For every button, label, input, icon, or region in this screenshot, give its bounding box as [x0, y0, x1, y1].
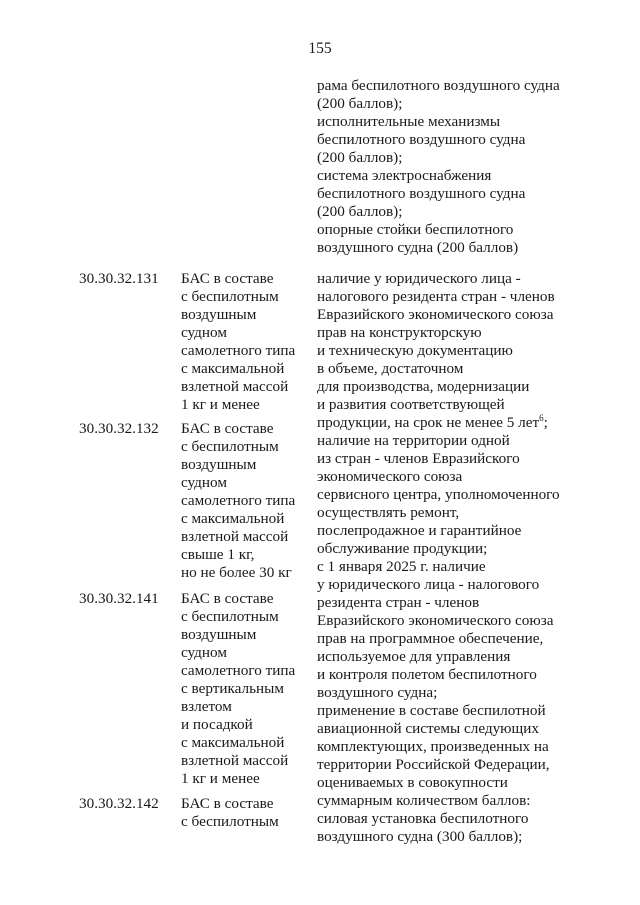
product-description-line: с вертикальным: [181, 680, 284, 697]
requirement-line: воздушного судна (300 баллов);: [317, 828, 523, 845]
product-description-line: с максимальной: [181, 734, 285, 751]
requirement-line: обслуживание продукции;: [317, 540, 488, 557]
requirement-line: из стран - членов Евразийского: [317, 450, 520, 467]
top-requirement-line: рама беспилотного воздушного судна: [317, 77, 560, 94]
requirement-line: и развития соответствующей: [317, 396, 505, 413]
product-description-line: БАС в составе: [181, 270, 274, 287]
product-code: 30.30.32.141: [79, 590, 159, 607]
product-description-line: 1 кг и менее: [181, 770, 260, 787]
product-description-line: 1 кг и менее: [181, 396, 260, 413]
requirement-line-with-footnote: [317, 414, 548, 432]
requirement-line: применение в составе беспилотной: [317, 702, 546, 719]
requirement-line: авиационной системы следующих: [317, 720, 539, 737]
requirement-text: продукции, на срок не менее 5 лет: [317, 414, 540, 431]
product-description-line: БАС в составе: [181, 590, 274, 607]
requirement-line: воздушного судна;: [317, 684, 438, 701]
product-description-line: судном: [181, 474, 227, 491]
product-description-line: самолетного типа: [181, 662, 296, 679]
product-code: 30.30.32.142: [79, 795, 159, 812]
requirement-line: для производства, модернизации: [317, 378, 530, 395]
requirement-line: с 1 января 2025 г. наличие: [317, 558, 486, 575]
product-code: 30.30.32.132: [79, 420, 159, 437]
product-description-line: взлетной массой: [181, 528, 289, 545]
product-description-line: БАС в составе: [181, 420, 274, 437]
requirement-line: Евразийского экономического союза: [317, 306, 554, 323]
top-requirement-line: (200 баллов);: [317, 149, 403, 166]
footnote-marker: 6: [539, 412, 544, 423]
requirement-line: комплектующих, произведенных на: [317, 738, 549, 755]
requirement-line: резидента стран - членов: [317, 594, 480, 611]
product-description-line: взлетом: [181, 698, 232, 715]
product-description-line: судном: [181, 324, 227, 341]
requirement-line: Евразийского экономического союза: [317, 612, 554, 629]
requirement-line: оцениваемых в совокупности: [317, 774, 508, 791]
requirement-line: и контроля полетом беспилотного: [317, 666, 537, 683]
product-description-line: с беспилотным: [181, 288, 279, 305]
requirement-line: прав на программное обеспечение,: [317, 630, 544, 647]
product-description-line: взлетной массой: [181, 378, 289, 395]
requirement-line: налогового резидента стран - членов: [317, 288, 555, 305]
product-description-line: и посадкой: [181, 716, 253, 733]
product-description-line: свыше 1 кг,: [181, 546, 255, 563]
requirement-line: в объеме, достаточном: [317, 360, 464, 377]
page-number: 155: [308, 40, 332, 57]
requirement-line: послепродажное и гарантийное: [317, 522, 522, 539]
product-description-line: с беспилотным: [181, 608, 279, 625]
requirement-line: экономического союза: [317, 468, 463, 485]
requirement-line: используемое для управления: [317, 648, 511, 665]
top-requirement-line: беспилотного воздушного судна: [317, 131, 526, 148]
requirement-line: силовая установка беспилотного: [317, 810, 529, 827]
requirement-line: и техническую документацию: [317, 342, 513, 359]
requirement-line: территории Российской Федерации,: [317, 756, 550, 773]
requirement-line: наличие на территории одной: [317, 432, 510, 449]
product-description-line: воздушным: [181, 306, 257, 323]
top-requirement-line: исполнительные механизмы: [317, 113, 501, 130]
top-requirement-line: воздушного судна (200 баллов): [317, 239, 519, 256]
requirement-punctuation: ;: [543, 414, 548, 431]
top-requirement-line: система электроснабжения: [317, 167, 492, 184]
requirement-line: прав на конструкторскую: [317, 324, 482, 341]
top-requirement-line: беспилотного воздушного судна: [317, 185, 526, 202]
product-description-line: с максимальной: [181, 360, 285, 377]
product-description-line: но не более 30 кг: [181, 564, 292, 581]
product-description-line: самолетного типа: [181, 342, 296, 359]
requirement-line: наличие у юридического лица -: [317, 270, 521, 287]
product-description-line: БАС в составе: [181, 795, 274, 812]
product-description-line: судном: [181, 644, 227, 661]
product-description-line: с беспилотным: [181, 438, 279, 455]
top-requirement-line: (200 баллов);: [317, 203, 403, 220]
requirement-line: сервисного центра, уполномоченного: [317, 486, 560, 503]
product-description-line: воздушным: [181, 456, 257, 473]
top-requirement-line: опорные стойки беспилотного: [317, 221, 514, 238]
requirement-line: у юридического лица - налогового: [317, 576, 540, 593]
requirement-line: осуществлять ремонт,: [317, 504, 460, 521]
product-description-line: с беспилотным: [181, 813, 279, 830]
product-description-line: самолетного типа: [181, 492, 296, 509]
product-description-line: воздушным: [181, 626, 257, 643]
product-code: 30.30.32.131: [79, 270, 159, 287]
product-description-line: взлетной массой: [181, 752, 289, 769]
requirement-line: суммарным количеством баллов:: [317, 792, 531, 809]
product-description-line: с максимальной: [181, 510, 285, 527]
top-requirement-line: (200 баллов);: [317, 95, 403, 112]
